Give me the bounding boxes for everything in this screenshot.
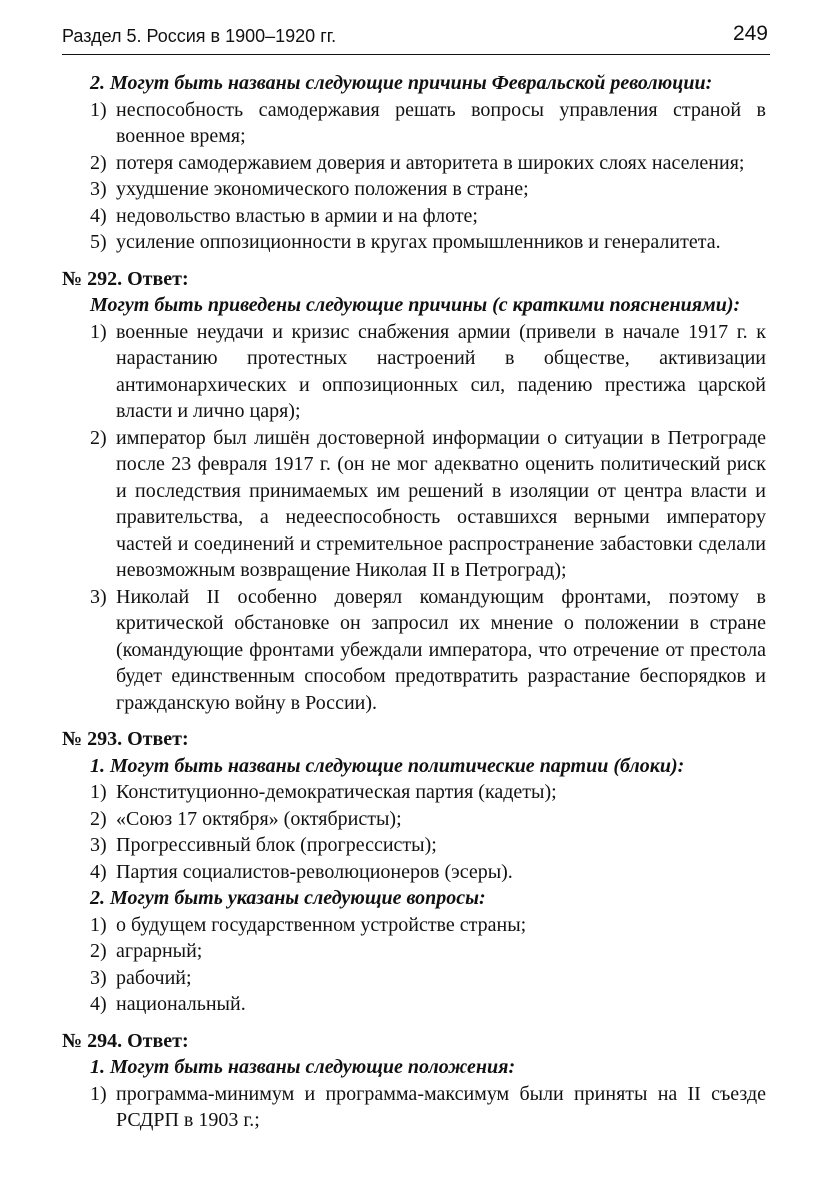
- list-item-text: Конституционно-демократическая партия (кадеты);: [116, 781, 557, 803]
- list-item: 2) аграрный;: [90, 940, 203, 962]
- list-item-text: император был лишён достоверной информации о ситуации в Петрограде после 23 февраля 1917 г. (он не мог адекватно оценить политический риск и последствия принимаемых им решений в изоляции от центра власти и правительства, а недееспособность оставшихся верными императору частей и соединений и стремительное распространение забастовки сделали невозможным возвращение Николая II в Петроград);: [116, 426, 766, 581]
- list-item-text: «Союз 17 октября» (октябристы);: [116, 807, 402, 830]
- list-item-text: неспособность самодержавия решать вопросы управления страной в военное время;: [116, 98, 766, 147]
- list-item: 4) национальный.: [90, 993, 246, 1015]
- list-item-text: усиление оппозиционности в кругах промышленников и генералитета.: [116, 231, 721, 253]
- list-item: 2) император был лишён достоверной информации о ситуации в Петрограде после 23 февраля 1917 г. (он не мог адекватно оценить политический риск и последствия принимаемых им решений в изоляции от центра власти и правительства, а недееспособность оставшихся верными императору частей и соединений и стремительное распространение забастовки сделали невозможным возвращение Николая II в Петроград);: [90, 426, 766, 581]
- answer-292-heading: Могут быть приведены следующие причины (с краткими пояснениями):: [90, 294, 741, 316]
- february-causes-heading: 2. Могут быть названы следующие причины Февральской революции:: [90, 72, 713, 94]
- answer-293-issues-list: [62, 912, 770, 1018]
- list-item: 3) рабочий;: [90, 966, 192, 989]
- list-item: 3) ухудшение экономического положения в стране;: [90, 178, 529, 200]
- page-number: 249: [732, 22, 768, 45]
- answer-293-parties-heading: 1. Могут быть названы следующие политические партии (блоки):: [90, 754, 685, 777]
- february-causes-list: [62, 97, 770, 256]
- answer-293-parties-list: [62, 779, 770, 885]
- list-item-text: национальный.: [116, 993, 246, 1015]
- list-item: 1) о будущем государственном устройстве страны;: [90, 913, 527, 936]
- list-item-text: программа-минимум и программа-максимум были приняты на II съезде РСДРП в 1903 г.;: [116, 1082, 766, 1131]
- list-item-text: ухудшение экономического положения в стране;: [116, 178, 529, 200]
- page-body: [62, 70, 770, 1134]
- list-item: 1) неспособность самодержавия решать вопросы управления страной в военное время;: [90, 98, 766, 147]
- list-item-text: потеря самодержавием доверия и авторитета в широких слоях населения;: [116, 151, 745, 174]
- list-item-text: недовольство властью в армии и на флоте;: [116, 204, 478, 227]
- list-item-text: военные неудачи и кризис снабжения армии (привели в начале 1917 г. к нарастанию протестных настроений в обществе, активизации антимонархических и оппозиционных сил, падению престижа царской власти и лично царя);: [116, 320, 766, 422]
- list-item: 5) усиление оппозиционности в кругах промышленников и генералитета.: [90, 231, 721, 253]
- answer-292-title: № 292. Ответ:: [62, 267, 189, 290]
- list-item-text: Николай II особенно доверял командующим фронтами, поэтому в критической обстановке он запросил их мнение о положении в стране (командующие фронтами убеждали императора, что отречение от престола будет единственным способом предотвратить разрастание беспорядков и гражданскую войну в России).: [116, 585, 766, 714]
- list-item: 1) Конституционно-демократическая партия (кадеты);: [90, 781, 557, 803]
- answer-294-list: [62, 1081, 770, 1134]
- list-item-text: Прогрессивный блок (прогрессисты);: [116, 834, 437, 856]
- list-item: 3) Николай II особенно доверял командующим фронтами, поэтому в критической обстановке он запросил их мнение о положении в стране (командующие фронтами убеждали императора, что отречение от престола будет единственным способом предотвратить разрастание беспорядков и гражданскую войну в России).: [90, 585, 766, 714]
- list-item: 2) «Союз 17 октября» (октябристы);: [90, 807, 402, 830]
- list-item-text: Партия социалистов-революционеров (эсеры).: [116, 860, 513, 883]
- section-title: Раздел 5. Россия в 1900–1920 гг.: [62, 26, 337, 46]
- answer-294-heading: 1. Могут быть названы следующие положения:: [90, 1056, 516, 1078]
- list-item: 4) Партия социалистов-революционеров (эсеры).: [90, 860, 513, 883]
- answer-292-list: [62, 319, 770, 717]
- list-item: 1) программа-минимум и программа-максимум были приняты на II съезде РСДРП в 1903 г.;: [90, 1082, 766, 1131]
- list-item: 3) Прогрессивный блок (прогрессисты);: [90, 834, 437, 856]
- list-item: 2) потеря самодержавием доверия и авторитета в широких слоях населения;: [90, 151, 745, 174]
- list-item: 1) военные неудачи и кризис снабжения армии (привели в начале 1917 г. к нарастанию протестных настроений в обществе, активизации антимонархических и оппозиционных сил, падению престижа царской власти и лично царя);: [90, 320, 766, 422]
- list-item: 4) недовольство властью в армии и на флоте;: [90, 204, 478, 227]
- answer-294-title: № 294. Ответ:: [62, 1029, 189, 1052]
- list-item-text: рабочий;: [116, 966, 192, 989]
- answer-293-title: № 293. Ответ:: [62, 728, 189, 750]
- answer-293-issues-heading: 2. Могут быть указаны следующие вопросы:: [90, 887, 486, 909]
- list-item-text: о будущем государственном устройстве страны;: [116, 913, 527, 936]
- running-header: [62, 20, 770, 55]
- list-item-text: аграрный;: [116, 940, 203, 962]
